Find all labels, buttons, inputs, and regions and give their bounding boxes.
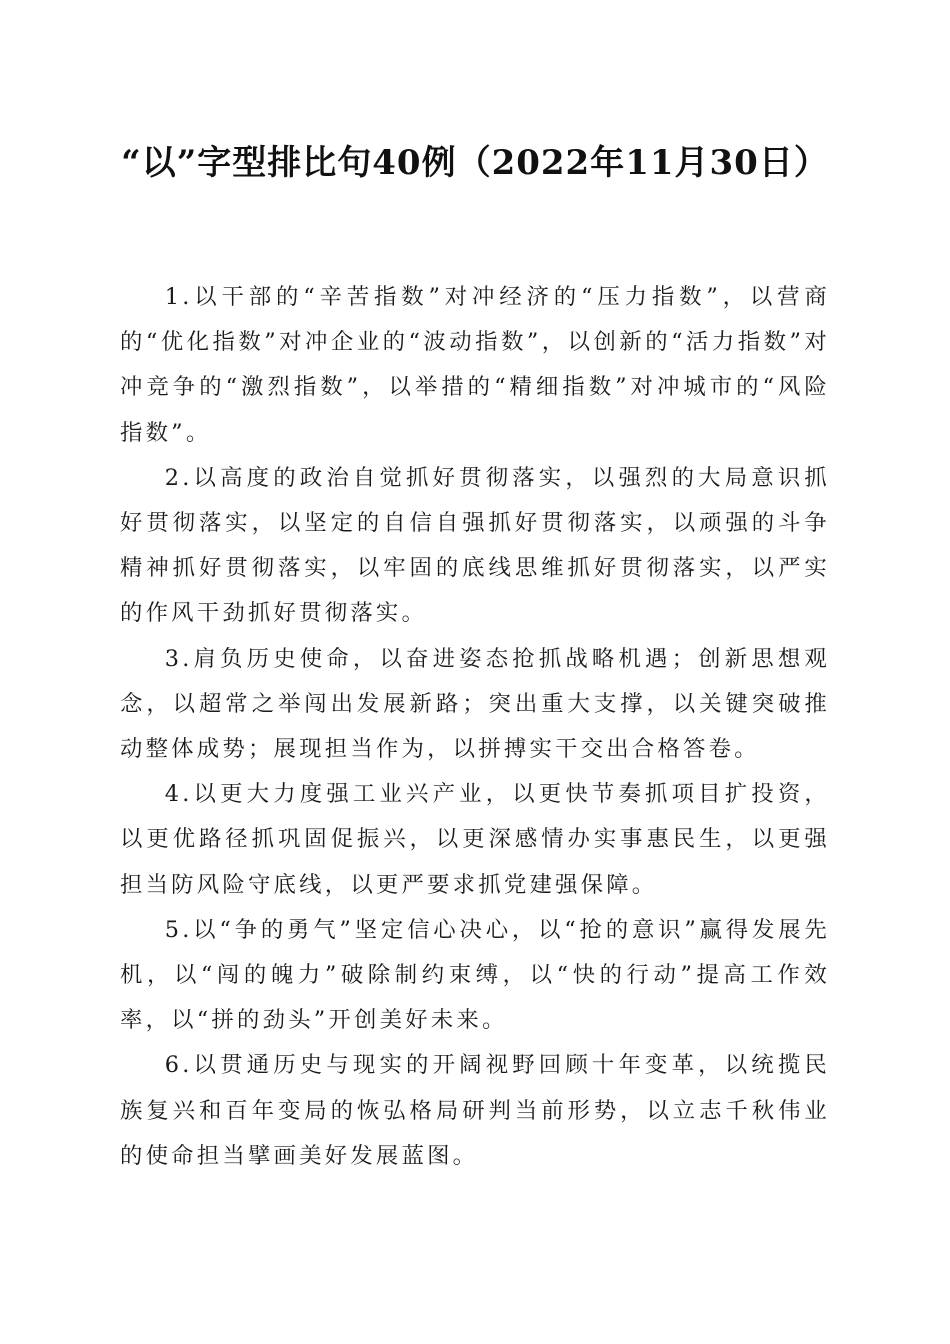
paragraph-5: 5.以“争的勇气”坚定信心决心，以“抢的意识”赢得发展先机，以“闯的魄力”破除制约束缚，以“快的行动”提高工作效率，以“拼的劲头”开创美好未来。 [120,916,830,1034]
paragraph-3: 3.肩负历史使命，以奋进姿态抢抓战略机遇；创新思想观念，以超常之举闯出发展新路；突出重大支撑，以关键突破推动整体成势；展现担当作为，以拼搏实干交出合格答卷。 [120,645,830,763]
paragraph-4: 4.以更大力度强工业兴产业，以更快节奏抓项目扩投资，以更优路径抓巩固促振兴，以更深感情办实事惠民生，以更强担当防风险守底线，以更严要求抓党建强保障。 [120,781,830,898]
paragraph-6: 6.以贯通历史与现实的开阔视野回顾十年变革，以统揽民族复兴和百年变局的恢弘格局研判当前形势，以立志千秋伟业的使命担当擘画美好发展蓝图。 [120,1052,830,1169]
document-title: “以”字型排比句40例（2022年11月30日） [121,143,829,183]
paragraph-2: 2.以高度的政治自觉抓好贯彻落实，以强烈的大局意识抓好贯彻落实，以坚定的自信自强抓好贯彻落实，以顽强的斗争精神抓好贯彻落实，以牢固的底线思维抓好贯彻落实，以严实的作风干劲抓好贯彻落实。 [120,464,830,627]
document-body [120,275,830,1179]
paragraph-1: 1.以干部的“辛苦指数”对冲经济的“压力指数”，以营商的“优化指数”对冲企业的“波动指数”，以创新的“活力指数”对冲竞争的“激烈指数”，以举措的“精细指数”对冲城市的“风险指数”。 [120,284,830,446]
